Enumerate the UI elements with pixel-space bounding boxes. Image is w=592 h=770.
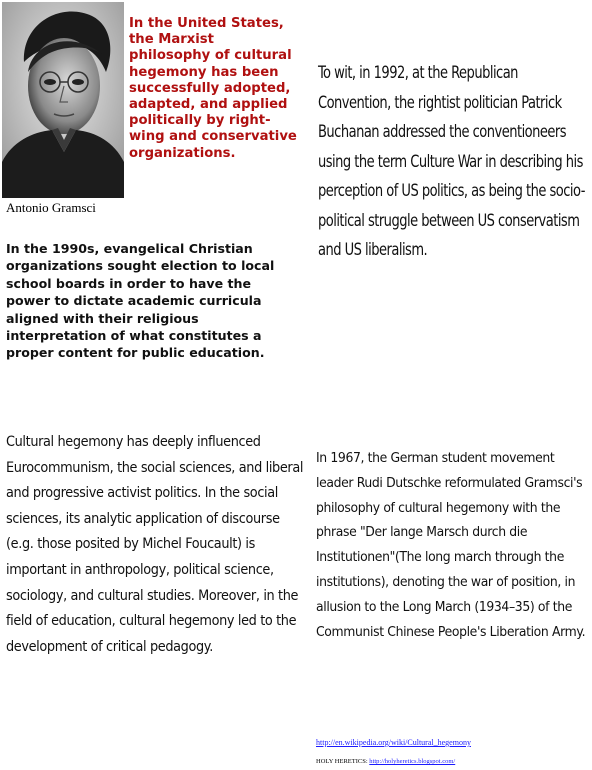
highlight-quote: In the United States, the Marxist philosophy of cultural hegemony has been successfully adopted, adapted, and applied politically by right-wing and conservative organizations. xyxy=(129,16,297,161)
portrait-image xyxy=(2,2,124,198)
portrait-caption: Antonio Gramsci xyxy=(6,200,96,215)
paragraph-culture-war: To wit, in 1992, at the Republican Convention, the rightist politician Patrick Buchanan addressed the conventioneers using the term Culture War in describing his perception of US politics, as being the socio-political struggle between US conservatism and US liberalism. xyxy=(318,63,585,259)
footer-link[interactable]: http://holyheretics.blogspot.com/ xyxy=(369,758,456,765)
paragraph-eurocommunism: Cultural hegemony has deeply influenced Eurocommunism, the social sciences, and liberal and progressive activist politics. In the social sciences, its analytic application of discourse (e.g. those posited by Michel Foucault) is important in anthropology, political science, sociology, and cultural studies. Moreover, in the field of education, cultural hegemony led to the development of critical pedagogy. xyxy=(6,434,304,655)
paragraph-evangelical: In the 1990s, evangelical Christian organizations sought election to local school boards in order to have the power to dictate academic curricula aligned with their religious interpretation of what constitutes a proper content for public education. xyxy=(6,241,275,361)
footer-label: HOLY HERETICS: xyxy=(316,758,368,765)
footer-credit xyxy=(316,758,455,765)
portrait-photo xyxy=(2,2,124,198)
source-link[interactable]: http://en.wikipedia.org/wiki/Cultural_hegemony xyxy=(316,738,471,747)
paragraph-dutschke: In 1967, the German student movement leader Rudi Dutschke reformulated Gramsci's philosophy of cultural hegemony with the phrase "Der lange Marsch durch die Institutionen"(The long march through the institutions), denoting the war of position, in allusion to the Long March (1934–35) of the Communist Chinese People's Liberation Army. xyxy=(316,450,586,640)
